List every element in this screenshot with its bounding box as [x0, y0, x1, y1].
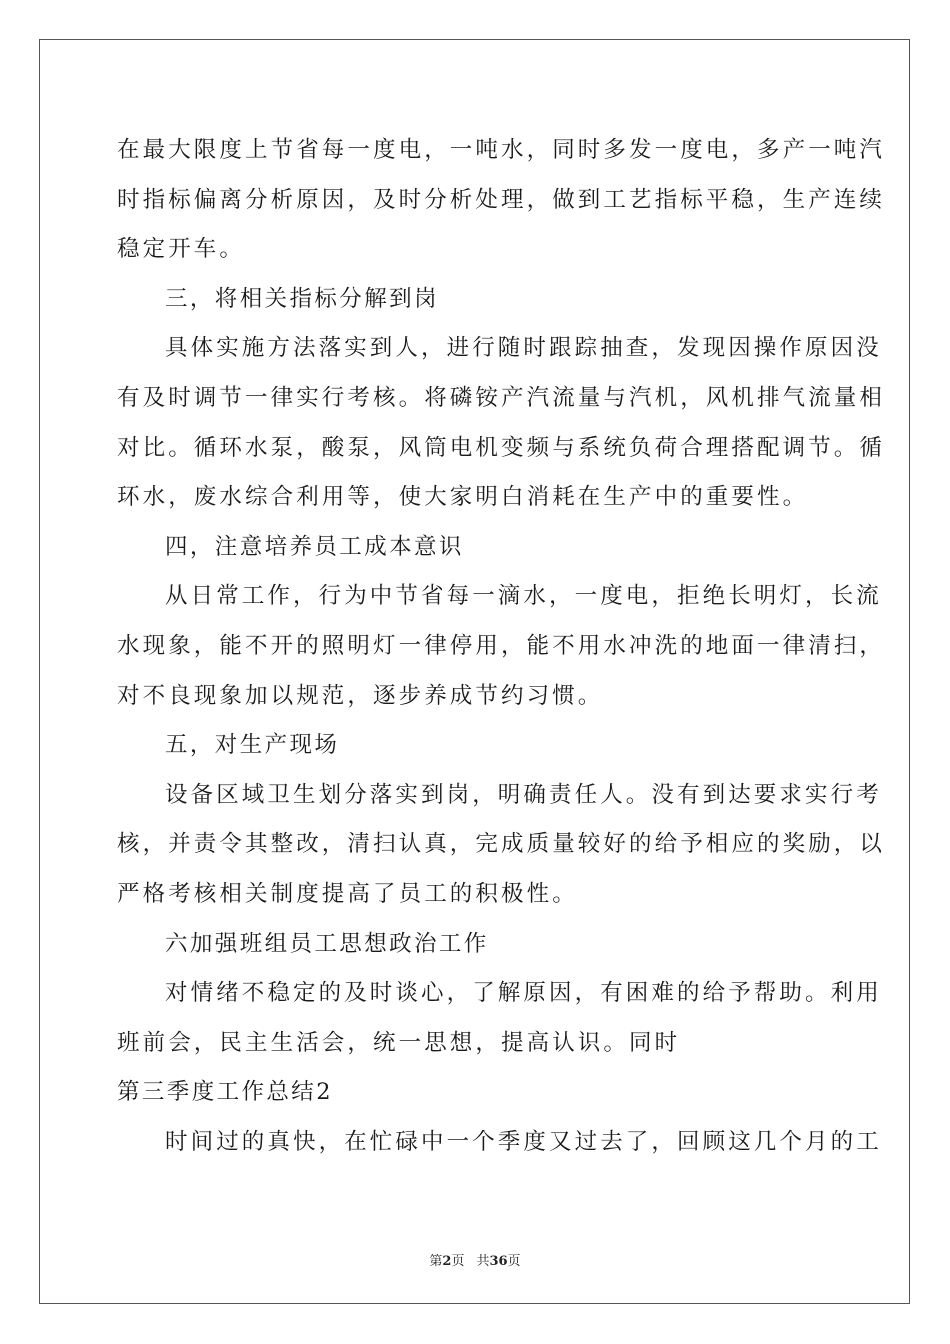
page-prefix: 第	[429, 1254, 443, 1269]
paragraph-line: 从日常工作，行为中节省每一滴水，一度电，拒绝长明灯，长流	[165, 583, 882, 610]
paragraph-line: 具体实施方法落实到人，进行随时跟踪抽查，发现因操作原因没	[165, 335, 882, 362]
document-body	[117, 126, 886, 1167]
paragraph-line: 对比。循环水泵，酸泵，风筒电机变频与系统负荷合理搭配调节。循	[117, 434, 886, 461]
section-heading: 四，注意培养员工成本意识	[165, 533, 464, 560]
total-pages: 36	[489, 1254, 508, 1269]
paragraph-line: 稳定开车。	[117, 236, 246, 263]
paragraph-line: 有及时调节一律实行考核。将磷铵产汽流量与汽机，风机排气流量相	[117, 384, 886, 411]
paragraph-line: 环水，废水综合利用等，使大家明白消耗在生产中的重要性。	[117, 484, 809, 511]
paragraph-line: 对情绪不稳定的及时谈心，了解原因，有困难的给予帮助。利用	[165, 980, 882, 1007]
total-prefix: 共	[476, 1254, 490, 1269]
document-title: 第三季度工作总结2	[117, 1079, 333, 1106]
paragraph-line: 设备区域卫生划分落实到岗，明确责任人。没有到达要求实行考	[165, 781, 882, 808]
paragraph-line: 严格考核相关制度提高了员工的积极性。	[117, 880, 578, 907]
section-heading: 六加强班组员工思想政治工作	[165, 930, 489, 957]
total-suffix: 页	[507, 1254, 521, 1269]
paragraph-line: 班前会，民主生活会，统一思想，提高认识。同时	[117, 1029, 681, 1056]
paragraph-line: 对不良现象加以规范，逐步养成节约习惯。	[117, 682, 604, 709]
section-heading: 三，将相关指标分解到岗	[165, 285, 439, 312]
paragraph-line: 时间过的真快，在忙碌中一个季度又过去了，回顾这几个月的工	[165, 1128, 882, 1155]
page-footer	[0, 1250, 950, 1269]
paragraph-line: 水现象，能不开的照明灯一律停用，能不用水冲洗的地面一律清扫，	[117, 632, 886, 659]
paragraph-line: 核，并责令其整改，清扫认真，完成质量较好的给予相应的奖励，以	[117, 831, 886, 858]
paragraph-line: 时指标偏离分析原因，及时分析处理，做到工艺指标平稳，生产连续	[117, 186, 886, 213]
section-heading: 五，对生产现场	[165, 732, 340, 759]
paragraph-line: 在最大限度上节省每一度电，一吨水，同时多发一度电，多产一吨汽	[117, 137, 886, 163]
page-number: 2	[442, 1254, 452, 1269]
page-suffix: 页	[451, 1254, 465, 1269]
